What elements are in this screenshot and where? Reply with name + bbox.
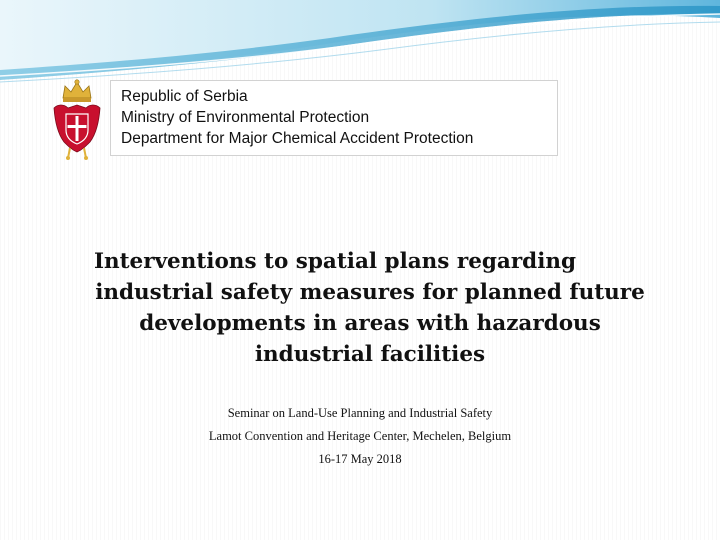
serbia-coat-of-arms-icon <box>52 78 102 162</box>
title-line-2: industrial safety measures for planned future <box>95 280 645 305</box>
header-department: Department for Major Chemical Accident Protection <box>121 130 474 147</box>
title-line-3: developments in areas with hazardous <box>139 311 601 336</box>
institution-header <box>110 80 558 156</box>
header-country: Republic of Serbia <box>121 88 248 105</box>
seminar-venue: Lamot Convention and Heritage Center, Mechelen, Belgium <box>208 429 512 443</box>
presentation-title <box>40 246 700 370</box>
seminar-date: 16-17 May 2018 <box>318 452 402 466</box>
title-line-4: industrial facilities <box>254 342 486 367</box>
title-line-1: Interventions to spatial plans regarding <box>93 249 577 274</box>
decorative-wave <box>0 0 720 90</box>
seminar-name: Seminar on Land-Use Planning and Industrial Safety <box>227 406 493 420</box>
header-ministry: Ministry of Environmental Protection <box>121 109 370 126</box>
